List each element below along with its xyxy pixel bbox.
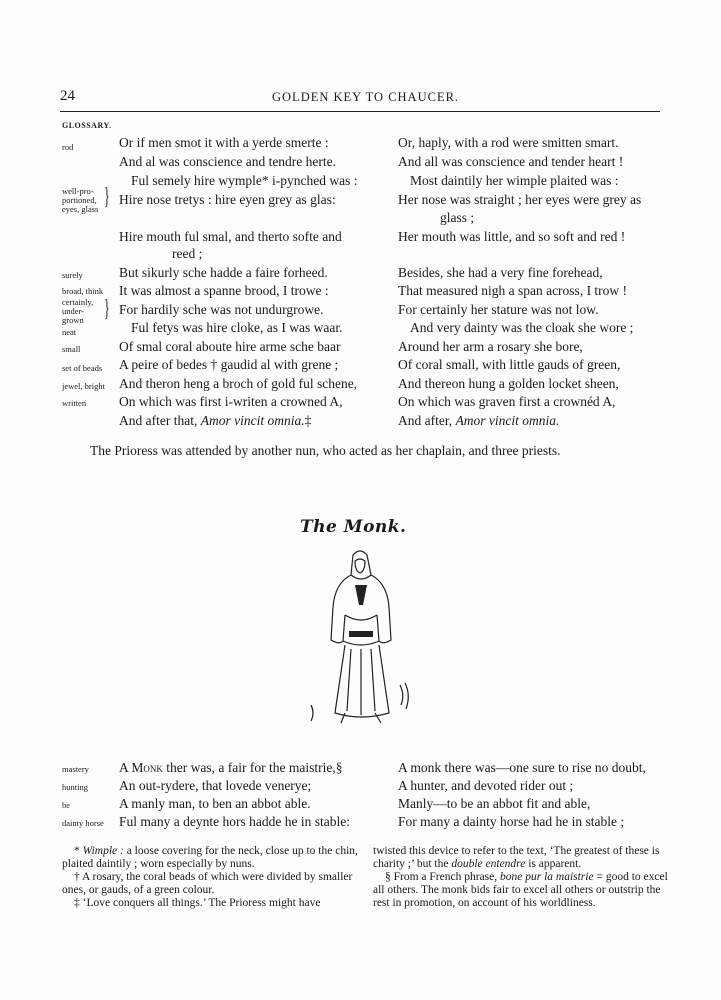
modern-line-9: For certainly her stature was not low. xyxy=(398,302,599,317)
gloss-well-proportioned-2: portioned, xyxy=(62,195,97,205)
monk-modern-line-4: For many a dainty horse had he in stable ; xyxy=(398,814,625,829)
gloss-surely: surely xyxy=(62,270,83,280)
monk-modern-line-2: A hunter, and devoted rider out ; xyxy=(398,778,574,793)
gloss-be: be xyxy=(62,800,71,810)
gloss-certainly-1: certainly, xyxy=(62,297,94,307)
me-line-15: And after that, Amor vincit omnia.‡ xyxy=(119,413,312,428)
me-line-12: A peire of bedes † gaudid al with grene ; xyxy=(119,357,339,372)
brace-glyph: } xyxy=(104,184,110,210)
me-line-3: Ful semely hire wymple* i-pynched was : xyxy=(131,173,358,188)
me-line-7: But sikurly sche hadde a faire forheed. xyxy=(119,265,328,280)
section-title: The Monk. xyxy=(300,517,407,537)
modern-line-8: That measured nigh a span across, I trow ! xyxy=(398,283,628,298)
monk-me-line-3: A manly man, to ben an abbot able. xyxy=(119,796,311,811)
footnotes-left xyxy=(62,845,358,910)
gloss-written: written xyxy=(62,398,87,408)
footnote-maistrie: § From a French phrase, bone pur la maistrie = good to excel all others. The monk bids fair to excel all others or outstrip the rest in promotion, on account of his worldliness. xyxy=(373,871,668,909)
me-line-5: Hire mouth ful smal, and therto softe and xyxy=(119,229,342,244)
monk-illustration xyxy=(305,545,415,735)
me-line-11: Of smal coral aboute hire arme sche baar xyxy=(119,339,341,354)
footnote-rosary: † A rosary, the coral beads of which were divided by smaller ones, or gauds, of a green colour. xyxy=(62,871,353,896)
modern-line-5: glass ; xyxy=(440,210,475,225)
footnote-love: ‡ ‘Love conquers all things.’ The Prioress might have xyxy=(74,897,321,909)
modern-line-14: On which was graven first a crownéd A, xyxy=(398,394,616,409)
modern-line-3: Most daintily her wimple plaited was : xyxy=(410,173,619,188)
gloss-mastery: mastery xyxy=(62,764,89,774)
gloss-rod: rod xyxy=(62,142,74,152)
footnotes-right xyxy=(373,845,669,910)
gloss-hunting: hunting xyxy=(62,782,88,792)
me-line-9: For hardily sche was not undurgrowe. xyxy=(119,302,324,317)
page-number: 24 xyxy=(60,88,75,104)
me-line-14: On which was first i-writen a crowned A, xyxy=(119,394,343,409)
gloss-certainly-2: under- xyxy=(62,306,85,316)
footnote-wimple: * Wimple : a loose covering for the neck, close up to the chin, plaited daintily ; worn especially by nuns. xyxy=(62,845,358,870)
monk-me-line-2: An out-rydere, that lovede venerye; xyxy=(119,778,312,793)
gloss-certainly-3: grown xyxy=(62,315,84,325)
modern-line-7: Besides, she had a very fine forehead, xyxy=(398,265,603,280)
running-title: GOLDEN KEY TO CHAUCER. xyxy=(272,90,460,104)
monk-me-line-4: Ful many a deynte hors hadde he in stable: xyxy=(119,814,350,829)
me-line-2: And al was conscience and tendre herte. xyxy=(119,154,337,169)
footnote-charity: twisted this device to refer to the text, ‘The greatest of these is charity ;’ but the double entendre is apparent. xyxy=(373,845,660,870)
me-line-13: And theron heng a broch of gold ful schene, xyxy=(119,376,358,391)
modern-line-11: Around her arm a rosary she bore, xyxy=(398,339,583,354)
modern-line-12: Of coral small, with little gauds of green, xyxy=(398,357,621,372)
me-line-10: Ful fetys was hire cloke, as I was waar. xyxy=(131,320,343,335)
gloss-well-proportioned-3: eyes, glass xyxy=(62,204,99,214)
glossary-heading: GLOSSARY. xyxy=(62,121,112,130)
modern-line-15: And after, Amor vincit omnia. xyxy=(398,413,560,428)
gloss-neat: neat xyxy=(62,327,77,337)
monk-modern-line-1: A monk there was—one sure to rise no doubt, xyxy=(398,760,646,775)
prioress-note: The Prioress was attended by another nun, who acted as her chaplain, and three priests. xyxy=(90,443,561,458)
modern-line-4: Her nose was straight ; her eyes were grey as xyxy=(398,192,642,207)
me-line-1: Or if men smot it with a yerde smerte : xyxy=(119,135,329,150)
me-line-8: It was almost a spanne brood, I trowe : xyxy=(119,283,329,298)
monk-me-line-1: A Monk ther was, a fair for the maistrie,§ xyxy=(119,760,343,775)
modern-line-13: And thereon hung a golden locket sheen, xyxy=(398,376,619,391)
header-rule xyxy=(60,111,660,112)
gloss-well-proportioned-1: well-pro- xyxy=(62,186,94,196)
modern-line-1: Or, haply, with a rod were smitten smart. xyxy=(398,135,619,150)
gloss-dainty-horse: dainty horse xyxy=(62,818,104,828)
gloss-small: small xyxy=(62,344,81,354)
monk-modern-line-3: Manly—to be an abbot fit and able, xyxy=(398,796,591,811)
gloss-jewel-bright: jewel, bright xyxy=(62,381,105,391)
brace-glyph: } xyxy=(104,296,110,322)
modern-line-2: And all was conscience and tender heart ! xyxy=(398,154,624,169)
me-line-6: reed ; xyxy=(172,246,203,261)
gloss-broad-think: broad, think xyxy=(62,286,104,296)
gloss-set-of-beads: set of beads xyxy=(62,363,103,373)
me-line-4: Hire nose tretys : hire eyen grey as glas: xyxy=(119,192,336,207)
modern-line-6: Her mouth was little, and so soft and red ! xyxy=(398,229,626,244)
modern-line-10: And very dainty was the cloak she wore ; xyxy=(410,320,634,335)
